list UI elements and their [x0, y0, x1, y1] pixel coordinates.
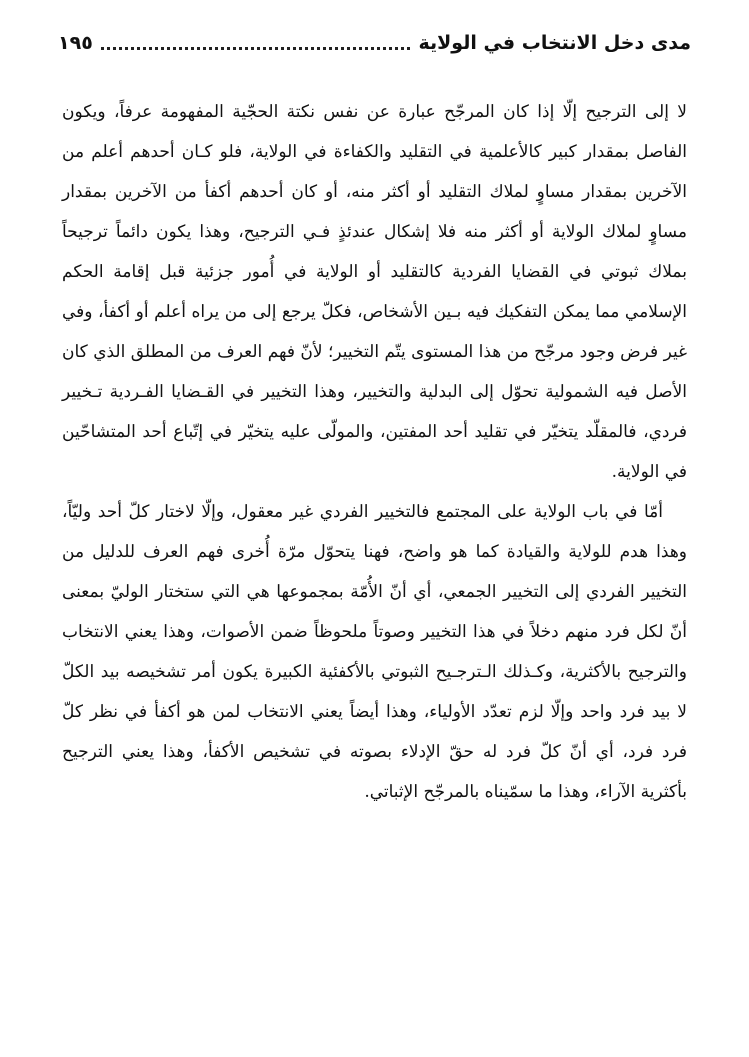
page-number: ١٩٥: [58, 32, 93, 54]
body-text: [62, 92, 687, 812]
dot-leader: [101, 45, 411, 50]
paragraph-2: أمّا في باب الولاية على المجتمع فالتخيير الفردي غير معقول، وإلّا لاختار كلّ أحد وليّاً، وهذا هدم للولاية والقيادة كما هو واضح، فهنا يتحوّل مرّة أُخرى فهم العرف للدليل من التخيير الفردي إلى التخيير الجمعي، أي أنّ الأُمّة بمجموعها هي التي ستختار الوليّ بمعنى أنّ لكل فرد منهم دخلاً في هذا التخيير وصوتاً ملحوظاً ضمن الأصوات، وهذا يعني الانتخاب والترجيح بالأكثرية، وكـذلك الـترجـيح الثبوتي بالأكفئية الكبيرة يكون أمر تشخيصه بيد الكلّ لا بيد فرد واحد وإلّا لزم تعدّد الأولياء، وهذا أيضاً يعني الانتخاب لمن هو أكفأ في نظر كلّ فرد فرد، أي أنّ كلّ فرد له حقّ الإدلاء بصوته في تشخيص الأكفأ، وهذا يعني الترجيح بأكثرية الآراء، وهذا ما سمّيناه بالمرجّح الإثباتي.: [62, 502, 687, 802]
paragraph-1: لا إلى الترجيح إلّا إذا كان المرجّح عبارة عن نفس نكتة الحجّية المفهومة عرفاً، ويكون الفاصل بمقدار كبير كالأعلمية في التقليد والكفاءة في الولاية، فلو كـان أحدهم أعلم من الآخرين بمقدار مساوٍ لملاك التقليد أو أكثر منه، أو كان أحدهم أكفأ من الآخرين بمقدار مساوٍ لملاك الولاية أو أكثر منه فلا إشكال عندئذٍ فـي الترجيح، وهذا يكون دائماً ترجيحاً بملاك ثبوتي في القضايا الفردية كالتقليد أو الولاية في أُمور جزئية قبل إقامة الحكم الإسلامي مما يمكن التفكيك فيه بـين الأشخاص، فكلّ يرجع إلى من يراه أعلم أو أكفأ، وفي غير فرض وجود مرجّح من هذا المستوى يتّم التخيير؛ لأنّ فهم العرف من المطلق الذي كان الأصل فيه الشمولية تحوّل إلى البدلية والتخيير، وهذا التخيير في القـضايا الفـردية تـخيير فردي، فالمقلّد يتخيّر في تقليد أحد المفتين، والمولّى عليه يتخيّر في إتّباع أحد المتشاحّين في الولاية.: [62, 102, 687, 482]
chapter-title: مدى دخل الانتخاب في الولاية: [418, 32, 691, 54]
running-header: [58, 28, 691, 58]
